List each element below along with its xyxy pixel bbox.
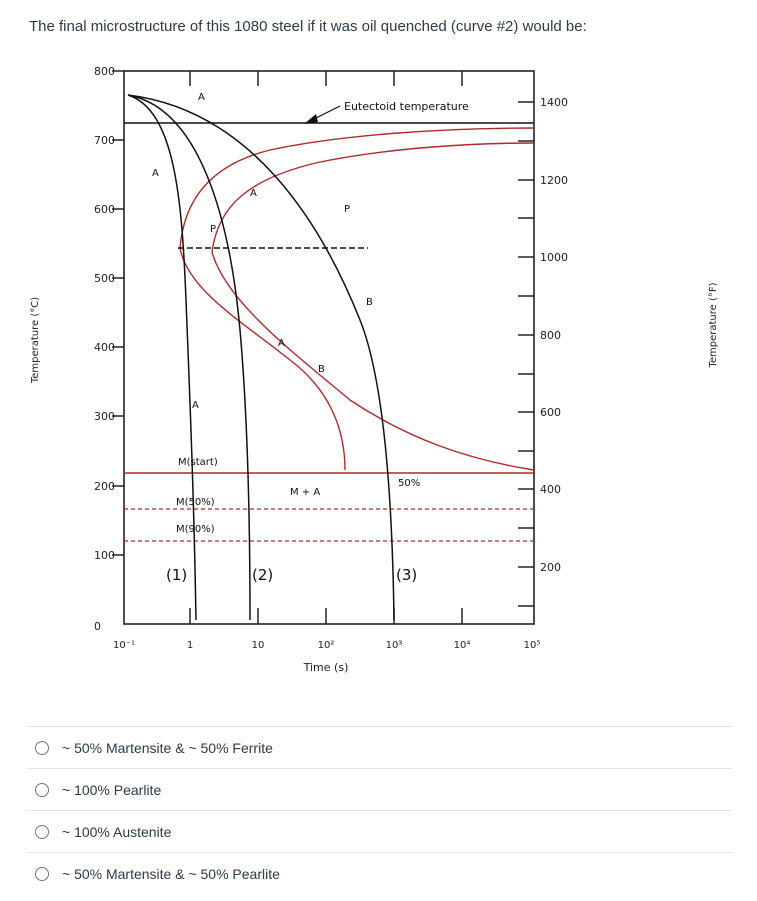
left-tick-500: 500 <box>94 272 115 285</box>
bottom-axis-ticks <box>190 608 462 624</box>
left-tick-600: 600 <box>94 203 115 216</box>
label-m-a: M + A <box>290 487 321 498</box>
top-axis-ticks <box>190 71 462 86</box>
label-curve-1: (1) <box>166 566 188 584</box>
label-b-upper: B <box>366 297 373 308</box>
x-tick-1: 1 <box>186 640 194 651</box>
answer-label: ~ 100% Pearlite <box>62 781 162 798</box>
x-tick-0.1: 10⁻¹ <box>112 640 136 651</box>
left-tick-100: 100 <box>94 549 115 562</box>
x-axis-label: Time (s) <box>303 661 349 674</box>
question-text: The final microstructure of this 1080 steel if it was oil quenched (curve #2) would be: <box>29 18 587 35</box>
left-tick-800: 800 <box>94 65 115 78</box>
left-tick-0: 0 <box>94 620 101 633</box>
eutectoid-label: Eutectoid temperature <box>344 100 469 113</box>
left-tick-300: 300 <box>94 410 115 423</box>
label-m50: M(50%) <box>176 497 215 508</box>
radio-button[interactable] <box>35 825 49 839</box>
label-curve-3: (3) <box>396 566 418 584</box>
x-tick-100: 10² <box>317 640 335 651</box>
x-tick-1000: 10³ <box>385 640 403 651</box>
label-a-b: A <box>278 338 285 349</box>
right-tick-200: 200 <box>540 561 561 574</box>
answer-option-4[interactable] <box>27 852 732 894</box>
left-axis-label: Temperature (°C) <box>30 296 41 384</box>
label-m90: M(90%) <box>176 524 215 535</box>
label-curve-2: (2) <box>252 566 274 584</box>
label-a-top: A <box>198 92 205 103</box>
x-tick-10: 10 <box>251 640 265 651</box>
left-tick-700: 700 <box>94 134 115 147</box>
right-tick-400: 400 <box>540 483 561 496</box>
answer-label: ~ 100% Austenite <box>62 823 172 840</box>
right-tick-1000: 1000 <box>540 251 568 264</box>
label-b-lower: B <box>318 364 325 375</box>
left-tick-400: 400 <box>94 341 115 354</box>
label-p-large: P <box>344 204 351 215</box>
right-tick-800: 800 <box>540 329 561 342</box>
x-tick-10000: 10⁴ <box>453 640 471 651</box>
right-tick-600: 600 <box>540 406 561 419</box>
radio-button[interactable] <box>35 741 49 755</box>
x-tick-100000: 10⁵ <box>523 640 541 651</box>
label-m-start: M(start) <box>178 457 218 468</box>
right-axis-ticks <box>518 102 534 606</box>
answer-option-2[interactable] <box>27 768 732 810</box>
right-tick-1200: 1200 <box>540 174 568 187</box>
label-a-bay: A <box>250 188 257 199</box>
radio-button[interactable] <box>35 867 49 881</box>
label-a-low: A <box>192 400 199 411</box>
answer-label: ~ 50% Martensite & ~ 50% Pearlite <box>62 865 280 882</box>
right-tick-1400: 1400 <box>540 96 568 109</box>
label-a-mid: A <box>152 168 159 179</box>
answer-option-1[interactable] <box>27 726 732 768</box>
radio-button[interactable] <box>35 783 49 797</box>
answer-label: ~ 50% Martensite & ~ 50% Ferrite <box>62 739 273 756</box>
label-50pct: 50% <box>398 478 421 489</box>
transformation-curves <box>180 128 534 470</box>
right-axis-label: Temperature (°F) <box>708 282 719 368</box>
label-p-small: P <box>210 224 217 235</box>
left-tick-200: 200 <box>94 480 115 493</box>
answer-list <box>27 726 732 894</box>
answer-option-3[interactable] <box>27 810 732 852</box>
